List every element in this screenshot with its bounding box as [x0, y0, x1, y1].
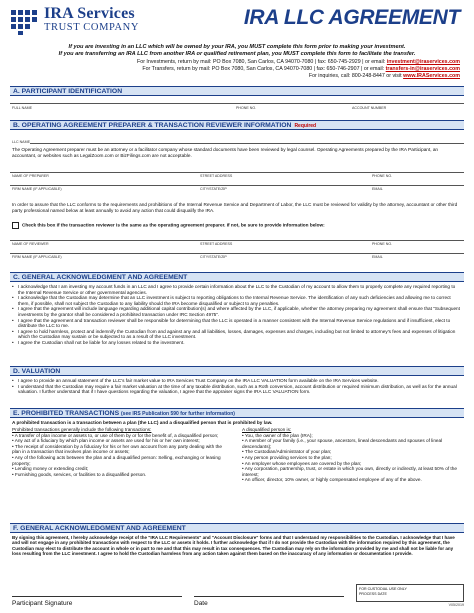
reviewer-requirement-text: In order to assure that the LLC conforms to the requirements and prohibitions of the Internal Revenue Service and Department of Labor, the LLC must be reviewed for validity by the attorney, accountant or other third party professional named below at least annually to avoid any action that could disqualify the IRA.	[12, 202, 458, 213]
list-item: • Any of the following acts between the plan and a disqualified person: Selling, exchanging or leasing property;	[12, 454, 221, 466]
page-title: IRA LLC AGREEMENT	[243, 6, 460, 29]
list-item: • An employer whose employees are covered by the plan;	[242, 460, 362, 466]
reviewer-phone-label: PHONE NO.	[372, 242, 393, 246]
participant-signature-label: Participant Signature	[12, 600, 73, 607]
section-e-header: E. PROHIBITED TRANSACTIONS (see IRS Publication 590 for further information)	[10, 408, 464, 418]
preparer-name-label: NAME OF PREPARER	[12, 174, 49, 178]
list-item: • Furnishing goods, services, or facilities to a disqualified person.	[12, 471, 147, 477]
list-item: • I agree to hold harmless, protect and indemnify the Custodian from and against any and all liabilities, losses, damages, expenses and charges, including but not limited to attorney's fees and expenses of litigation which the Custodian may sustain or be subjected to as a result of the LLC investment.	[12, 328, 456, 340]
section-f-header: F. GENERAL ACKNOWLEDGMENT AND AGREEMENT	[10, 523, 464, 533]
website-link[interactable]: www.IRAServices.com	[403, 73, 460, 79]
contact-inquiries: For inquiries, call: 800-248-8447 or visit www.IRAServices.com	[308, 73, 460, 79]
date-label: Date	[194, 600, 208, 607]
transfers-email-link[interactable]: transfers-in@iraservices.com	[385, 66, 460, 72]
subtitle-line-2: If you are transferring an IRA LLC from another IRA or qualified retirement plan, you MUST complete this form to facilitate the transfer.	[58, 51, 416, 57]
list-item: • I agree the Custodian shall not be liable for any losses related to the investment.	[12, 339, 185, 345]
list-item: • A member of your family (i.e., your spouse, ancestors, lineal descendants and spouses of lineal descendants);	[242, 438, 443, 449]
list-item: • The Custodian/Administrator of your plan;	[242, 449, 332, 455]
list-item: • I acknowledge that I am investing my account funds in an LLC and I agree to provide certain information about the LLC to the Custodian of my account to allow them to properly complete any required reporting to the Internal Revenue Service or other governmental agencies.	[12, 284, 456, 295]
preparer-requirement-text: The Operating Agreement preparer must be an attorney or a facilitator company whose standard documents have been reviewed by legal counsel. Operating Agreements prepared by the IRA Participant, an accountant, or websites such as LegalZoom.com or BizFilings.com are not acceptable.	[12, 147, 439, 158]
reviewer-firm-label: FIRM NAME (IF APPLICABLE)	[12, 255, 62, 259]
list-item: • I acknowledge that the Custodian may determine that an LLC investment is subject to reporting obligations to the Internal Revenue Service. The identification of any such deficiencies and allowing me to correct them, if possible, shall not subject the Custodian to any liability should the IRA become disqualified or subject to any penalties.	[12, 295, 451, 306]
section-b-header: B. OPERATING AGREEMENT PREPARER & TRANSACTION REVIEWER INFORMATION Required	[10, 120, 464, 130]
preparer-email-label: EMAIL	[372, 187, 383, 191]
llc-name-label: LLC NAME	[12, 140, 30, 144]
reviewer-name-label: NAME OF REVIEWER	[12, 242, 49, 246]
logo-line2: TRUST COMPANY	[44, 22, 140, 33]
disqualified-person-column: A disqualified person is: • You, the owner of the plan (IRA); • A member of your family (i.e., your spouse, ancestors, lineal descendants and spouses of lineal descendants); • The Custodian/Administrator of your plan; • Any person providing services to the plan; • An employer whose employees are covered by the plan; • Any corporation, partnership, trust, or estate in which you own, directly or indirectly, at least 50% of the interest; • An officer, director, 10% owner, or highly compensated employee of any of the above.	[242, 427, 462, 483]
list-item: • You, the owner of the plan (IRA);	[242, 432, 313, 438]
list-item: • Any person providing services to the plan;	[242, 454, 332, 460]
preparer-firm-label: FIRM NAME (IF APPLICABLE)	[12, 187, 62, 191]
final-acknowledgment-text: By signing this agreement, I hereby acknowledge receipt of the "IRA LLC Requirements" and "Account Disclosure" forms and that I understand my responsibilities to the Custodian. I acknowledge that I have and will not engage in any prohibited transactions with respect to the LLC or assets it holds. I further acknowledge that if I do not provide the Custodian with the information required by this agreement, the Custodian may elect to distribute the account in whole or in part to me and that this may result in tax consequences. The Custodian may rely on the information provided by me and shall not be liable for any loss resulting from the LLC investment. I agree to hold the Custodian harmless from any action taken against them based on the inaccuracy of any information or documentation I provide.	[12, 535, 455, 557]
subtitle-line-1: If you are investing in an LLC which will be owned by your IRA, you MUST complete this form prior to making your investment.	[68, 44, 406, 50]
list-item: • I agree to provide an annual statement of the LLC's fair market value to IRA Services Trust Company on the IRA LLC VALUATION form available on the IRA Services website.	[12, 378, 379, 383]
prohibited-transactions-column: Prohibited transactions generally include the following transactions: • A transfer of plan income or assets to, or use of them by or for the benefit of, a disqualified person; • Any act of a fiduciary by which plan income or assets are used for his or her own interest; • The receipt of consideration by a fiduciary for his or her own account from any party dealing with the plan in a transaction that involves plan income or assets; • Any of the following acts between the plan and a disqualified person: Selling, exchanging or leasing property; • Lending money or extending credit; • Furnishing goods, services, or facilities to a disqualified person.	[12, 427, 232, 483]
reviewer-line-1[interactable]	[10, 240, 464, 241]
list-item: • Any corporation, partnership, trust, or estate in which you own, directly or indirectly, at least 50% of the interest;	[242, 466, 457, 477]
account-number-label: ACCOUNT NUMBER	[352, 106, 387, 110]
same-reviewer-checkbox[interactable]	[12, 222, 19, 229]
contact-transfers: For Transfers, return by mail: PO Box 7080, San Carlos, CA 94070-7080 | fax: 650-746-2907 | or email: transfers-in@iraservices.com	[142, 66, 460, 72]
section-a-field-line[interactable]	[10, 103, 464, 104]
section-d-header: D. VALUATION	[10, 366, 464, 376]
investment-email-link[interactable]: investment@iraservices.com	[386, 59, 460, 65]
section-d-bullets	[12, 378, 462, 395]
list-item: • I agree that the agreement and transaction reviewer shall be responsible for determining that the LLC is operated in a manner consistent with the Internal Revenue Service regulations and if insufficient, elect to distribute the LLC to me.	[12, 317, 451, 329]
section-a-header: A. PARTICIPANT IDENTIFICATION	[10, 86, 464, 96]
list-item: • Lending money or extending credit;	[12, 466, 89, 472]
section-c-header: C. GENERAL ACKNOWLEDGMENT AND AGREEMENT	[10, 272, 464, 282]
full-name-label: FULL NAME	[12, 106, 33, 110]
logo-line1: IRA Services	[44, 5, 135, 22]
reviewer-line-2[interactable]	[10, 253, 464, 254]
phone-label: PHONE NO.	[236, 106, 257, 110]
custodial-use-box: FOR CUSTODIAL USE ONLY PROCESS DATE	[356, 584, 464, 602]
required-badge: Required	[294, 123, 317, 129]
llc-name-field[interactable]	[30, 143, 464, 144]
same-reviewer-row: Check this box if the transaction reviewer is the same as the operating agreement preparer. If not, be sure to provide information below:	[12, 222, 462, 229]
section-c-bullets	[12, 284, 462, 346]
list-item: • I understand that the Custodian may require a fair market valuation at the time of any taxable distribution, such as a Roth conversion, account distribution or required minimum distribution, as well as for the annual valuation. I further understand that if I have questions regarding the valuation, I agree that the appraiser signs the IRA LLC VALUATION form.	[12, 383, 457, 395]
prohibited-intro: A prohibited transaction is a transaction between a plan (the LLC) and a disqualified person that is prohibited by law.	[12, 420, 273, 425]
preparer-phone-label: PHONE NO.	[372, 174, 393, 178]
reviewer-email-label: EMAIL	[372, 255, 383, 259]
participant-signature-field[interactable]	[12, 596, 182, 597]
list-item: • I agree that the agreement will include language regarding additional capital contribution(s) and where affected by the LLC, if applicable, whether the attorney preparing my agreement shall ensure that "Subsequent investments by the grantor shall be considered a prohibited transaction under IRC Section 4975".	[12, 306, 460, 317]
preparer-street-label: STREET ADDRESS	[200, 174, 233, 178]
form-version: V05/2019	[448, 603, 464, 607]
reviewer-street-label: STREET ADDRESS	[200, 242, 233, 246]
reviewer-city-label: CITY/STATE/ZIP	[200, 255, 227, 259]
prohibited-columns	[12, 427, 462, 483]
list-item: • The receipt of consideration by a fiduciary for his or her own account from any party dealing with the plan in a transaction that involves plan income or assets;	[12, 443, 222, 455]
list-item: • Any act of a fiduciary by which plan income or assets are used for his or her own interest;	[12, 438, 200, 444]
ira-services-logo-icon	[10, 8, 40, 36]
contact-investments: For Investments, return by mail: PO Box 7080, San Carlos, CA 94070-7080 | fax: 650-745-2929 | or email: investment@iraservices.com	[137, 59, 460, 65]
preparer-line-1[interactable]	[10, 172, 464, 173]
preparer-line-2[interactable]	[10, 185, 464, 186]
date-field[interactable]	[194, 596, 344, 597]
preparer-city-label: CITY/STATE/ZIP	[200, 187, 227, 191]
list-item: • An officer, director, 10% owner, or highly compensated employee of any of the above.	[242, 477, 422, 483]
list-item: • A transfer of plan income or assets to, or use of them by or for the benefit of, a disqualified person;	[12, 432, 219, 438]
